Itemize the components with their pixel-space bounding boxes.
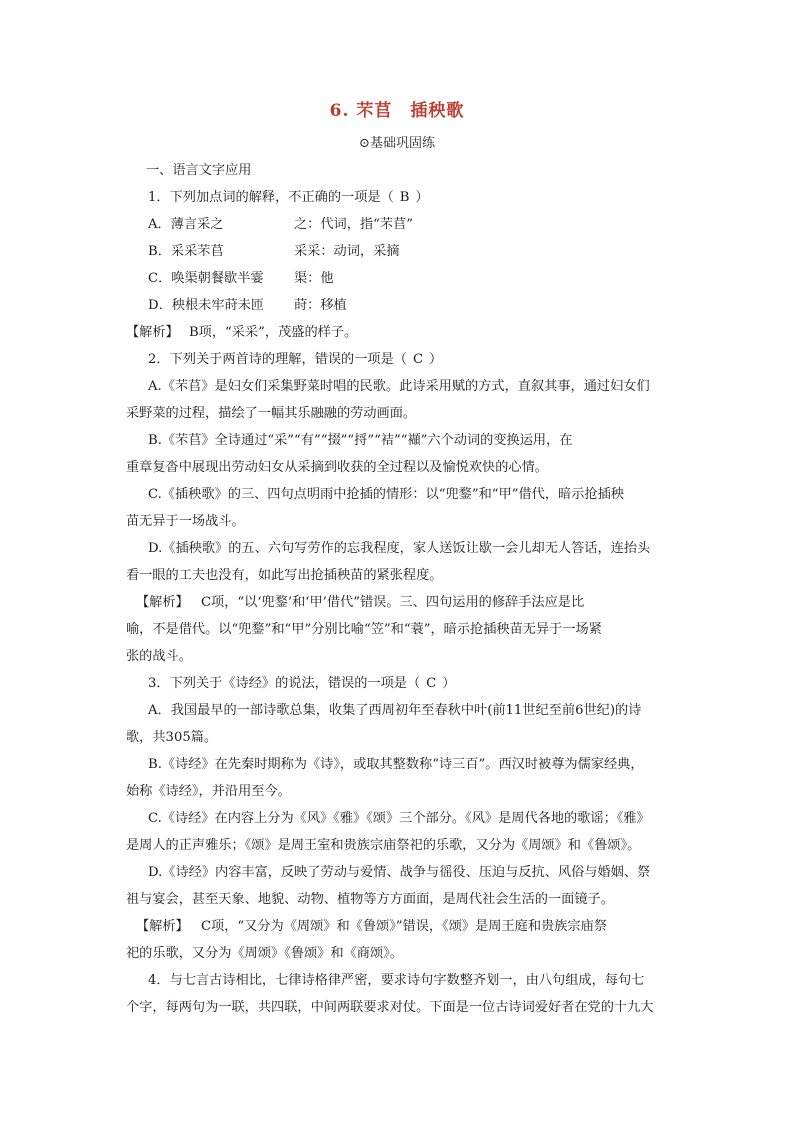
q3-line: A．我国最早的一部诗歌总集，收集了西周初年至春秋中叶(前11世纪至前6世纪)的诗 (148, 703, 642, 718)
q1-option-a-right: 之：代词，指“芣苢” (294, 217, 413, 232)
title-number: 6. (329, 101, 350, 121)
q2-line: 重章复沓中展现出劳动妇女从采摘到收获的全过程以及愉悦欢快的心情。 (126, 460, 548, 475)
question-3-stem: 3．下列关于《诗经》的说法，错误的一项是（ C ） (148, 676, 456, 691)
q2-line: C.《插秧歌》的三、四句点明雨中抢插的情形：以“兜鍪”和“甲”借代，暗示抢插秧 (148, 487, 624, 502)
q1-option-c-right: 渠：他 (294, 271, 334, 286)
q3-line: B.《诗经》在先秦时期称为《诗》，或取其整数称“诗三百”。西汉时被尊为儒家经典， (148, 757, 644, 772)
q1-option-d-right: 莳：移植 (294, 298, 347, 313)
q3-line: 歌，共305篇。 (126, 730, 218, 745)
question-1-stem: 1．下列加点词的解释，不正确的一项是（ B ） (148, 190, 429, 205)
q1-option-b-left: B．采采芣苢 (148, 244, 224, 259)
section-subtitle: ⊙基础巩固练 (359, 136, 435, 151)
analysis-text: C项，“又分为《周颂》和《鲁颂》”错误，《颂》是周王庭和贵族宗庙祭 (200, 919, 607, 934)
question-1-answer: B (399, 190, 410, 205)
title-poem-2: 插秧歌 (410, 101, 465, 121)
q2-analysis (136, 594, 584, 612)
q3-line: C.《诗经》在内容上分为《风》《雅》《颂》三个部分。《风》是周代各地的歌谣；《雅》 (148, 811, 650, 826)
q3-analysis (136, 918, 607, 936)
analysis-label: 【解析】 (136, 919, 189, 934)
q2-line: 看一眼的工夫也没有，如此写出抢插秧苗的紧张程度。 (126, 568, 443, 583)
analysis-label: 【解析】 (126, 325, 179, 340)
q2-analysis-line: 张的战斗。 (126, 649, 192, 664)
q3-analysis-line: 祀的乐歌，又分为《周颂》《鲁颂》和《商颂》。 (126, 946, 403, 961)
q1-analysis (126, 324, 357, 342)
q2-line: 采野菜的过程，描绘了一幅其乐融融的劳动画面。 (126, 406, 417, 421)
q3-line: 是周人的正声雅乐；《颂》是周王室和贵族宗庙祭祀的乐歌，又分为《周颂》和《鲁颂》。 (126, 838, 641, 853)
q2-analysis-line: 喻，不是借代。以“兜鍪”和“甲”分别比喻“笠”和“蓑”，暗示抢插秧苗无异于一场紧 (126, 622, 602, 637)
analysis-label: 【解析】 (136, 595, 189, 610)
q1-option-b-right: 采采：动词，采摘 (294, 244, 400, 259)
q3-line: D.《诗经》内容丰富，反映了劳动与爱情、战争与徭役、压迫与反抗、风俗与婚姻、祭 (148, 865, 651, 880)
q1-option-c-left: C．唤渠朝餐歇半霎 (148, 271, 264, 286)
question-3-answer: C (426, 676, 437, 691)
q4-line: 个字，每两句为一联，共四联，中间两联要求对仗。下面是一位古诗词爱好者在党的十九大 (126, 1000, 654, 1015)
section-heading: 一、语言文字应用 (146, 163, 252, 178)
title-poem-1: 芣苢 (356, 101, 393, 121)
q2-line: D.《插秧歌》的五、六句写劳作的忘我程度，家人送饭让歇一会儿却无人答话，连抬头 (148, 541, 651, 556)
question-2-stem: 2．下列关于两首诗的理解，错误的一项是（ C ） (148, 352, 443, 367)
q1-option-a-left: A．薄言采之 (148, 217, 224, 232)
q2-line: B.《芣苢》全诗通过“采”“有”“掇”“捋”“袺”“襭”六个动词的变换运用，在 (148, 433, 573, 448)
analysis-text: B项，“采采”，茂盛的样子。 (188, 325, 358, 340)
q2-line: A.《芣苢》是妇女们采集野菜时唱的民歌。此诗采用赋的方式，直叙其事，通过妇女们 (148, 379, 650, 394)
q3-line: 始称《诗经》，并沿用至今。 (126, 784, 291, 799)
q2-line: 苗无异于一场战斗。 (126, 514, 245, 529)
q1-option-d-left: D．秧根未牢莳未匝 (148, 298, 265, 313)
analysis-text: C项，“以‘兜鍪’和‘甲’借代”错误。三、四句运用的修辞手法应是比 (200, 595, 585, 610)
page-title (0, 96, 794, 121)
question-4-stem: 4．与七言古诗相比，七律诗格律严密，要求诗句字数整齐划一，由八句组成，每句七 (148, 973, 645, 988)
q3-line: 祖与宴会，甚至天象、地貌、动物、植物等方方面面，是周代社会生活的一面镜子。 (126, 892, 614, 907)
question-2-answer: C (412, 352, 424, 367)
